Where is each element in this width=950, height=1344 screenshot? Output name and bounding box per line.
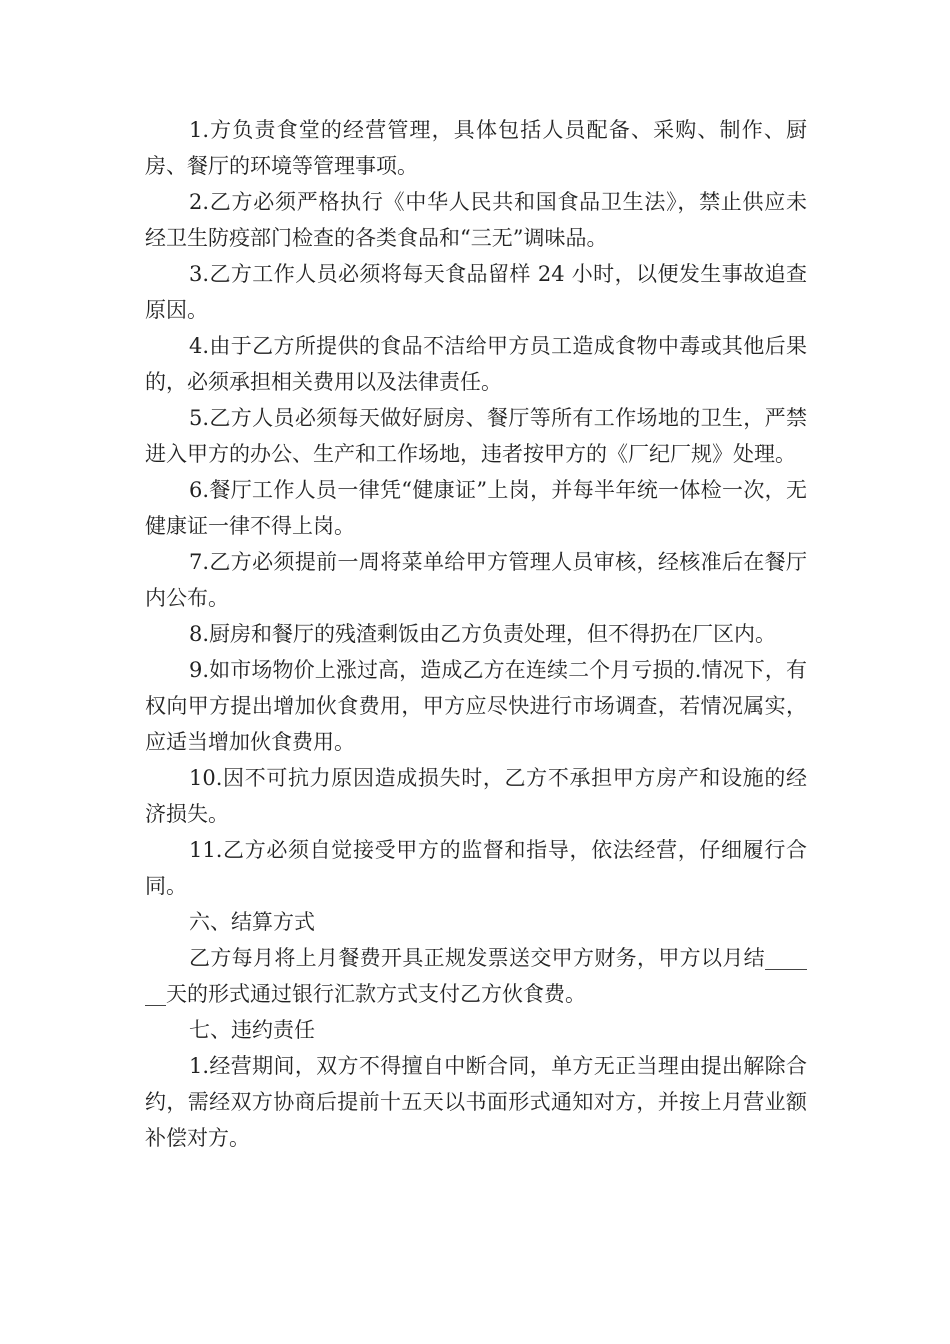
clause-11: 11.乙方必须自觉接受甲方的监督和指导，依法经营，仔细履行合同。 bbox=[145, 838, 807, 898]
breach-clause-1: 1.经营期间，双方不得擅自中断合同，单方无正当理由提出解除合约，需经双方协商后提前十五天以书面形式通知对方，并按上月营业额补偿对方。 bbox=[145, 1054, 807, 1150]
clause-2: 2.乙方必须严格执行《中华人民共和国食品卫生法》，禁止供应未经卫生防疫部门检查的各类食品和“三无”调味品。 bbox=[145, 190, 807, 250]
clause-1: 1.方负责食堂的经营管理，具体包括人员配备、采购、制作、厨房、餐厅的环境等管理事项。 bbox=[145, 118, 807, 178]
clause-9: 9.如市场物价上涨过高，造成乙方在连续二个月亏损的.情况下，有权向甲方提出增加伙食费用，甲方应尽快进行市场调查，若情况属实，应适当增加伙食费用。 bbox=[145, 658, 807, 754]
section-heading-breach: 七、违约责任 bbox=[189, 1018, 315, 1042]
clause-8: 8.厨房和餐厅的残渣剩饭由乙方负责处理，但不得扔在厂区内。 bbox=[189, 622, 777, 646]
clause-5: 5.乙方人员必须每天做好厨房、餐厅等所有工作场地的卫生，严禁进入甲方的办公、生产和工作场地，违者按甲方的《厂纪厂规》处理。 bbox=[145, 406, 807, 466]
clause-4: 4.由于乙方所提供的食品不洁给甲方员工造成食物中毒或其他后果的，必须承担相关费用以及法律责任。 bbox=[145, 334, 807, 394]
document-body bbox=[145, 112, 807, 1156]
section-heading-settlement: 六、结算方式 bbox=[189, 910, 315, 934]
clause-10: 10.因不可抗力原因造成损失时，乙方不承担甲方房产和设施的经济损失。 bbox=[145, 766, 807, 826]
clause-6: 6.餐厅工作人员一律凭“健康证”上岗，并每半年统一体检一次，无健康证一律不得上岗。 bbox=[145, 478, 807, 538]
settlement-paragraph: 乙方每月将上月餐费开具正规发票送交甲方财务，甲方以月结______天的形式通过银行汇款方式支付乙方伙食费。 bbox=[145, 946, 807, 1006]
clause-3: 3.乙方工作人员必须将每天食品留样 24 小时，以便发生事故追查原因。 bbox=[145, 262, 807, 322]
clause-7: 7.乙方必须提前一周将菜单给甲方管理人员审核，经核准后在餐厅内公布。 bbox=[145, 550, 807, 610]
